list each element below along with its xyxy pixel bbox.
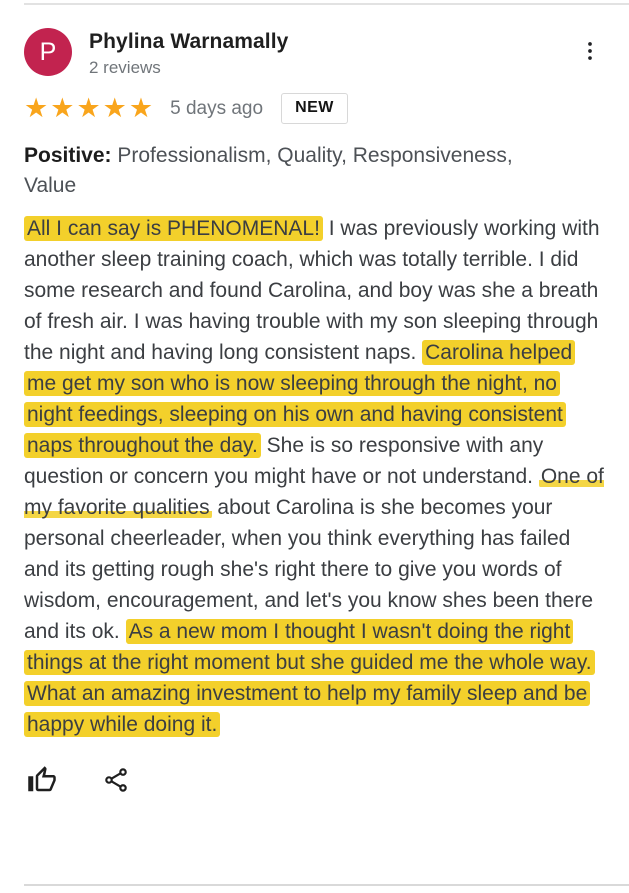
share-icon	[102, 766, 130, 794]
review-text-underline-segment: One of my favorite qualities	[24, 465, 604, 519]
review-text-segment: I was previously working with another sleep training coach, which was totally terrible. I did some research and found Carolina, and boy was she a breath of fresh air. I was having trouble with my son sleeping through the night and having long consistent naps.	[24, 217, 600, 364]
avatar-initial: P	[39, 37, 57, 66]
avatar[interactable]	[24, 28, 72, 76]
thumbs-up-icon	[27, 765, 57, 795]
review-text-segment: She is so responsive with any question or concern you might have or not understand.	[24, 434, 544, 488]
star-icon: ★	[102, 93, 129, 123]
reviewer-review-count: 2 reviews	[89, 58, 161, 77]
like-button[interactable]	[27, 765, 57, 795]
review-text	[24, 213, 605, 740]
review-text-highlight-segment: Carolina helped me get my son who is now sleeping through the night, no night feedings, sleeping on his own and having consistent naps throughout the day.	[24, 340, 575, 458]
review-age: 5 days ago	[170, 97, 264, 119]
review-actions	[24, 765, 605, 795]
bottom-divider	[24, 884, 629, 886]
review-text-segment: about Carolina is she becomes your personal cheerleader, when you think everything has failed and its getting rough she's right there to give you words of wisdom, encouragement, and let's you know shes been there and its ok.	[24, 496, 594, 643]
star-icon: ★	[128, 93, 156, 123]
star-rating	[24, 95, 155, 122]
top-divider	[24, 3, 629, 5]
star-icon: ★	[24, 93, 51, 123]
review-text-highlight-segment: All I can say is PHENOMENAL!	[24, 216, 323, 241]
positive-values: Professionalism, Quality, Responsiveness, Value	[24, 144, 513, 197]
positive-attributes	[24, 141, 549, 201]
new-badge: NEW	[281, 93, 348, 124]
review-header	[24, 28, 605, 78]
review-text-highlight-segment: As a new mom I thought I wasn't doing the right things at the right moment but she guided me the whole way. What an amazing investment to help my family sleep and be happy while doing it.	[24, 619, 595, 737]
share-button[interactable]	[102, 766, 130, 794]
star-icon: ★	[76, 93, 103, 123]
author-block	[89, 28, 288, 78]
star-icon: ★	[50, 93, 77, 123]
positive-label: Positive:	[24, 144, 112, 167]
kebab-menu-icon	[577, 38, 603, 64]
reviewer-name[interactable]: Phylina Warnamally	[89, 30, 289, 53]
rating-row	[24, 93, 605, 124]
more-options-button[interactable]	[575, 36, 605, 66]
